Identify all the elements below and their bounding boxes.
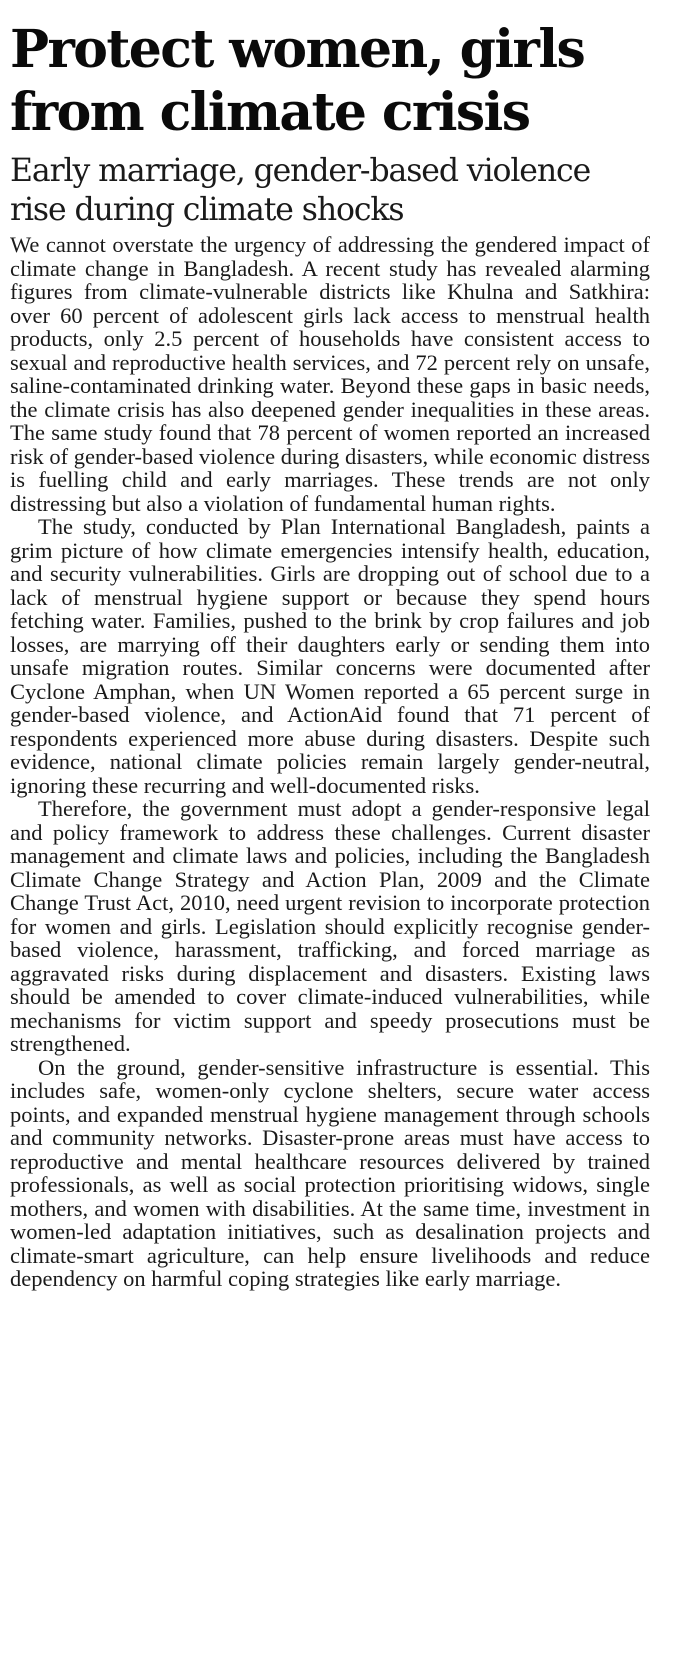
subheadline: Early marriage, gender-based violence rise during climate shocks	[10, 153, 591, 228]
article-body	[10, 233, 650, 1291]
paragraph-4: On the ground, gender-sensitive infrastructure is essential. This includes safe, women-only cyclone shelters, secure water access points, and expanded menstrual hygiene management through schools and community networks. Disaster-prone areas must have access to reproductive and mental healthcare resources delivered by trained professionals, as well as social protection prioritising widows, single mothers, and women with disabilities. At the same time, investment in women-led adaptation initiatives, such as desalination projects and climate-smart agriculture, can help ensure livelihoods and reduce dependency on harmful coping strategies like early marriage.	[10, 1054, 650, 1291]
headline: Protect women, girls from climate crisis	[10, 19, 585, 143]
paragraph-3: Therefore, the government must adopt a gender-responsive legal and policy framework to address these challenges. Current disaster management and climate laws and policies, including the Bangladesh Climate Change Strategy and Action Plan, 2009 and the Climate Change Trust Act, 2010, need urgent revision to incorporate protection for women and girls. Legislation should explicitly recognise gender-based violence, harassment, trafficking, and forced marriage as aggravated risks during displacement and disasters. Existing laws should be amended to cover climate-induced vulnerabilities, while mechanisms for victim support and speedy prosecutions must be strengthened.	[10, 796, 650, 1056]
paragraph-2: The study, conducted by Plan International Bangladesh, paints a grim picture of how climate emergencies intensify health, education, and security vulnerabilities. Girls are dropping out of school due to a lack of menstrual hygiene support or because they spend hours fetching water. Families, pushed to the brink by crop failures and job losses, are marrying off their daughters early or sending them into unsafe migration routes. Similar concerns were documented after Cyclone Amphan, when UN Women reported a 65 percent surge in gender-based violence, and ActionAid found that 71 percent of respondents experienced more abuse during disasters. Despite such evidence, national climate policies remain largely gender-neutral, ignoring these recurring and well-documented risks.	[10, 514, 650, 798]
paragraph-1: We cannot overstate the urgency of addressing the gendered impact of climate change in Bangladesh. A recent study has revealed alarming figures from climate-vulnerable districts like Khulna and Satkhira: over 60 percent of adolescent girls lack access to menstrual health products, only 2.5 percent of households have consistent access to sexual and reproductive health services, and 72 percent rely on unsafe, saline-contaminated drinking water. Beyond these gaps in basic needs, the climate crisis has also deepened gender inequalities in these areas. The same study found that 78 percent of women reported an increased risk of gender-based violence during disasters, while economic distress is fuelling child and early marriages. These trends are not only distressing but also a violation of fundamental human rights.	[10, 232, 650, 516]
article	[10, 18, 650, 1291]
